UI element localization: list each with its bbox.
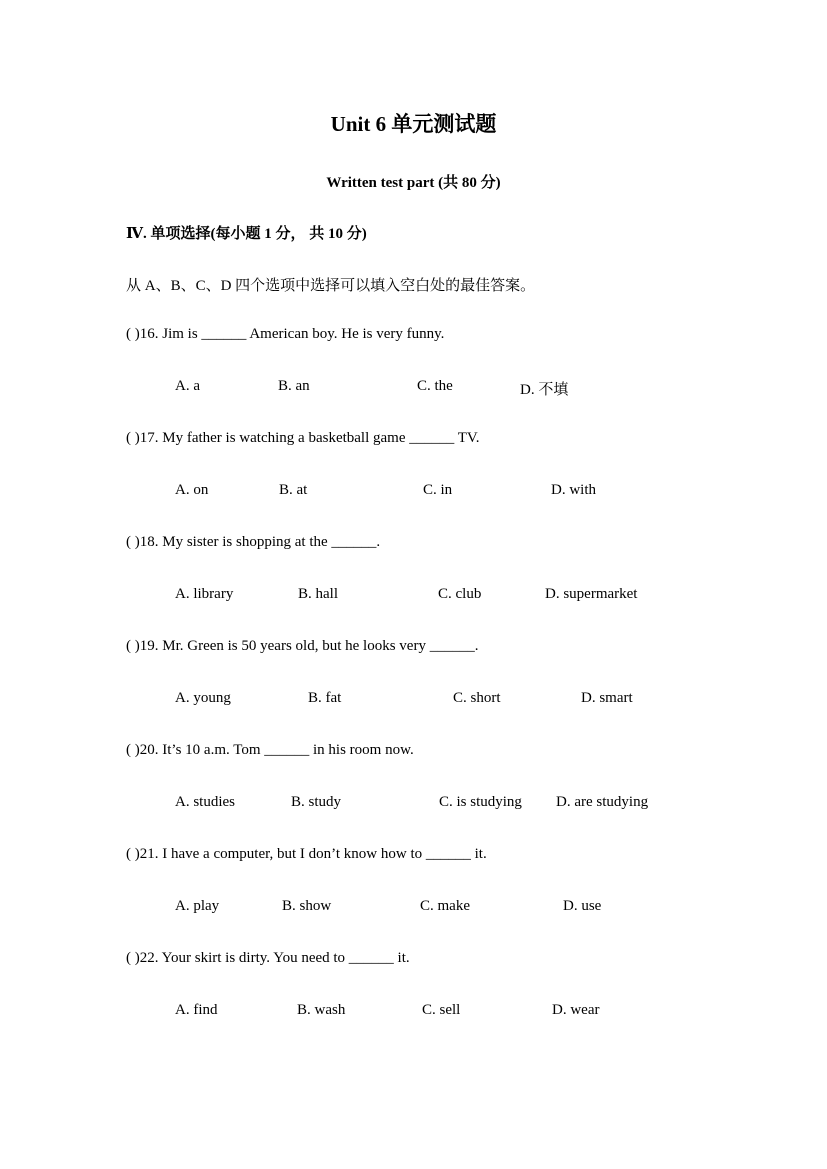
q18-option-b: B. hall: [298, 586, 338, 602]
section-instruction: 从 A、B、C、D 四个选项中选择可以填入空白处的最佳答案。: [126, 278, 536, 294]
q16-option-a: A. a: [175, 378, 200, 394]
page-subtitle: Written test part (共 80 分): [326, 175, 501, 191]
q21-option-d: D. use: [563, 898, 602, 914]
q22-option-b: B. wash: [297, 1002, 346, 1018]
q20-option-d: D. are studying: [556, 794, 649, 810]
q19-option-c: C. short: [453, 690, 501, 706]
q21-option-b: B. show: [282, 898, 332, 914]
question-20: ( )20. It’s 10 a.m. Tom ______ in his room now.: [126, 742, 414, 758]
q18-option-c: C. club: [438, 586, 482, 602]
q21-option-a: A. play: [175, 898, 220, 914]
q20-option-b: B. study: [291, 794, 342, 810]
q17-option-a: A. on: [175, 482, 209, 498]
q16-option-b: B. an: [278, 378, 310, 394]
q17-option-c: C. in: [423, 482, 453, 498]
q17-option-d: D. with: [551, 482, 596, 498]
page-title: Unit 6 单元测试题: [330, 112, 497, 136]
question-22: ( )22. Your skirt is dirty. You need to ______ it.: [126, 950, 410, 966]
section-heading: Ⅳ. 单项选择(每小题 1 分， 共 10 分): [126, 226, 367, 242]
q19-option-b: B. fat: [308, 690, 342, 706]
q16-option-d: D. 不填: [520, 382, 569, 398]
question-18: ( )18. My sister is shopping at the ______.: [126, 534, 381, 550]
question-16: ( )16. Jim is ______ American boy. He is very funny.: [126, 326, 445, 342]
q19-option-a: A. young: [175, 690, 231, 706]
q22-option-a: A. find: [175, 1002, 218, 1018]
question-21: ( )21. I have a computer, but I don’t know how to ______ it.: [126, 846, 487, 862]
q18-option-a: A. library: [175, 586, 234, 602]
q20-option-c: C. is studying: [439, 794, 522, 810]
q21-option-c: C. make: [420, 898, 470, 914]
q17-option-b: B. at: [279, 482, 308, 498]
q18-option-d: D. supermarket: [545, 586, 638, 602]
q22-option-d: D. wear: [552, 1002, 600, 1018]
question-17: ( )17. My father is watching a basketball game ______ TV.: [126, 430, 480, 446]
q16-option-c: C. the: [417, 378, 453, 394]
q19-option-d: D. smart: [581, 690, 633, 706]
q22-option-c: C. sell: [422, 1002, 461, 1018]
q20-option-a: A. studies: [175, 794, 235, 810]
question-19: ( )19. Mr. Green is 50 years old, but he looks very ______.: [126, 638, 479, 654]
